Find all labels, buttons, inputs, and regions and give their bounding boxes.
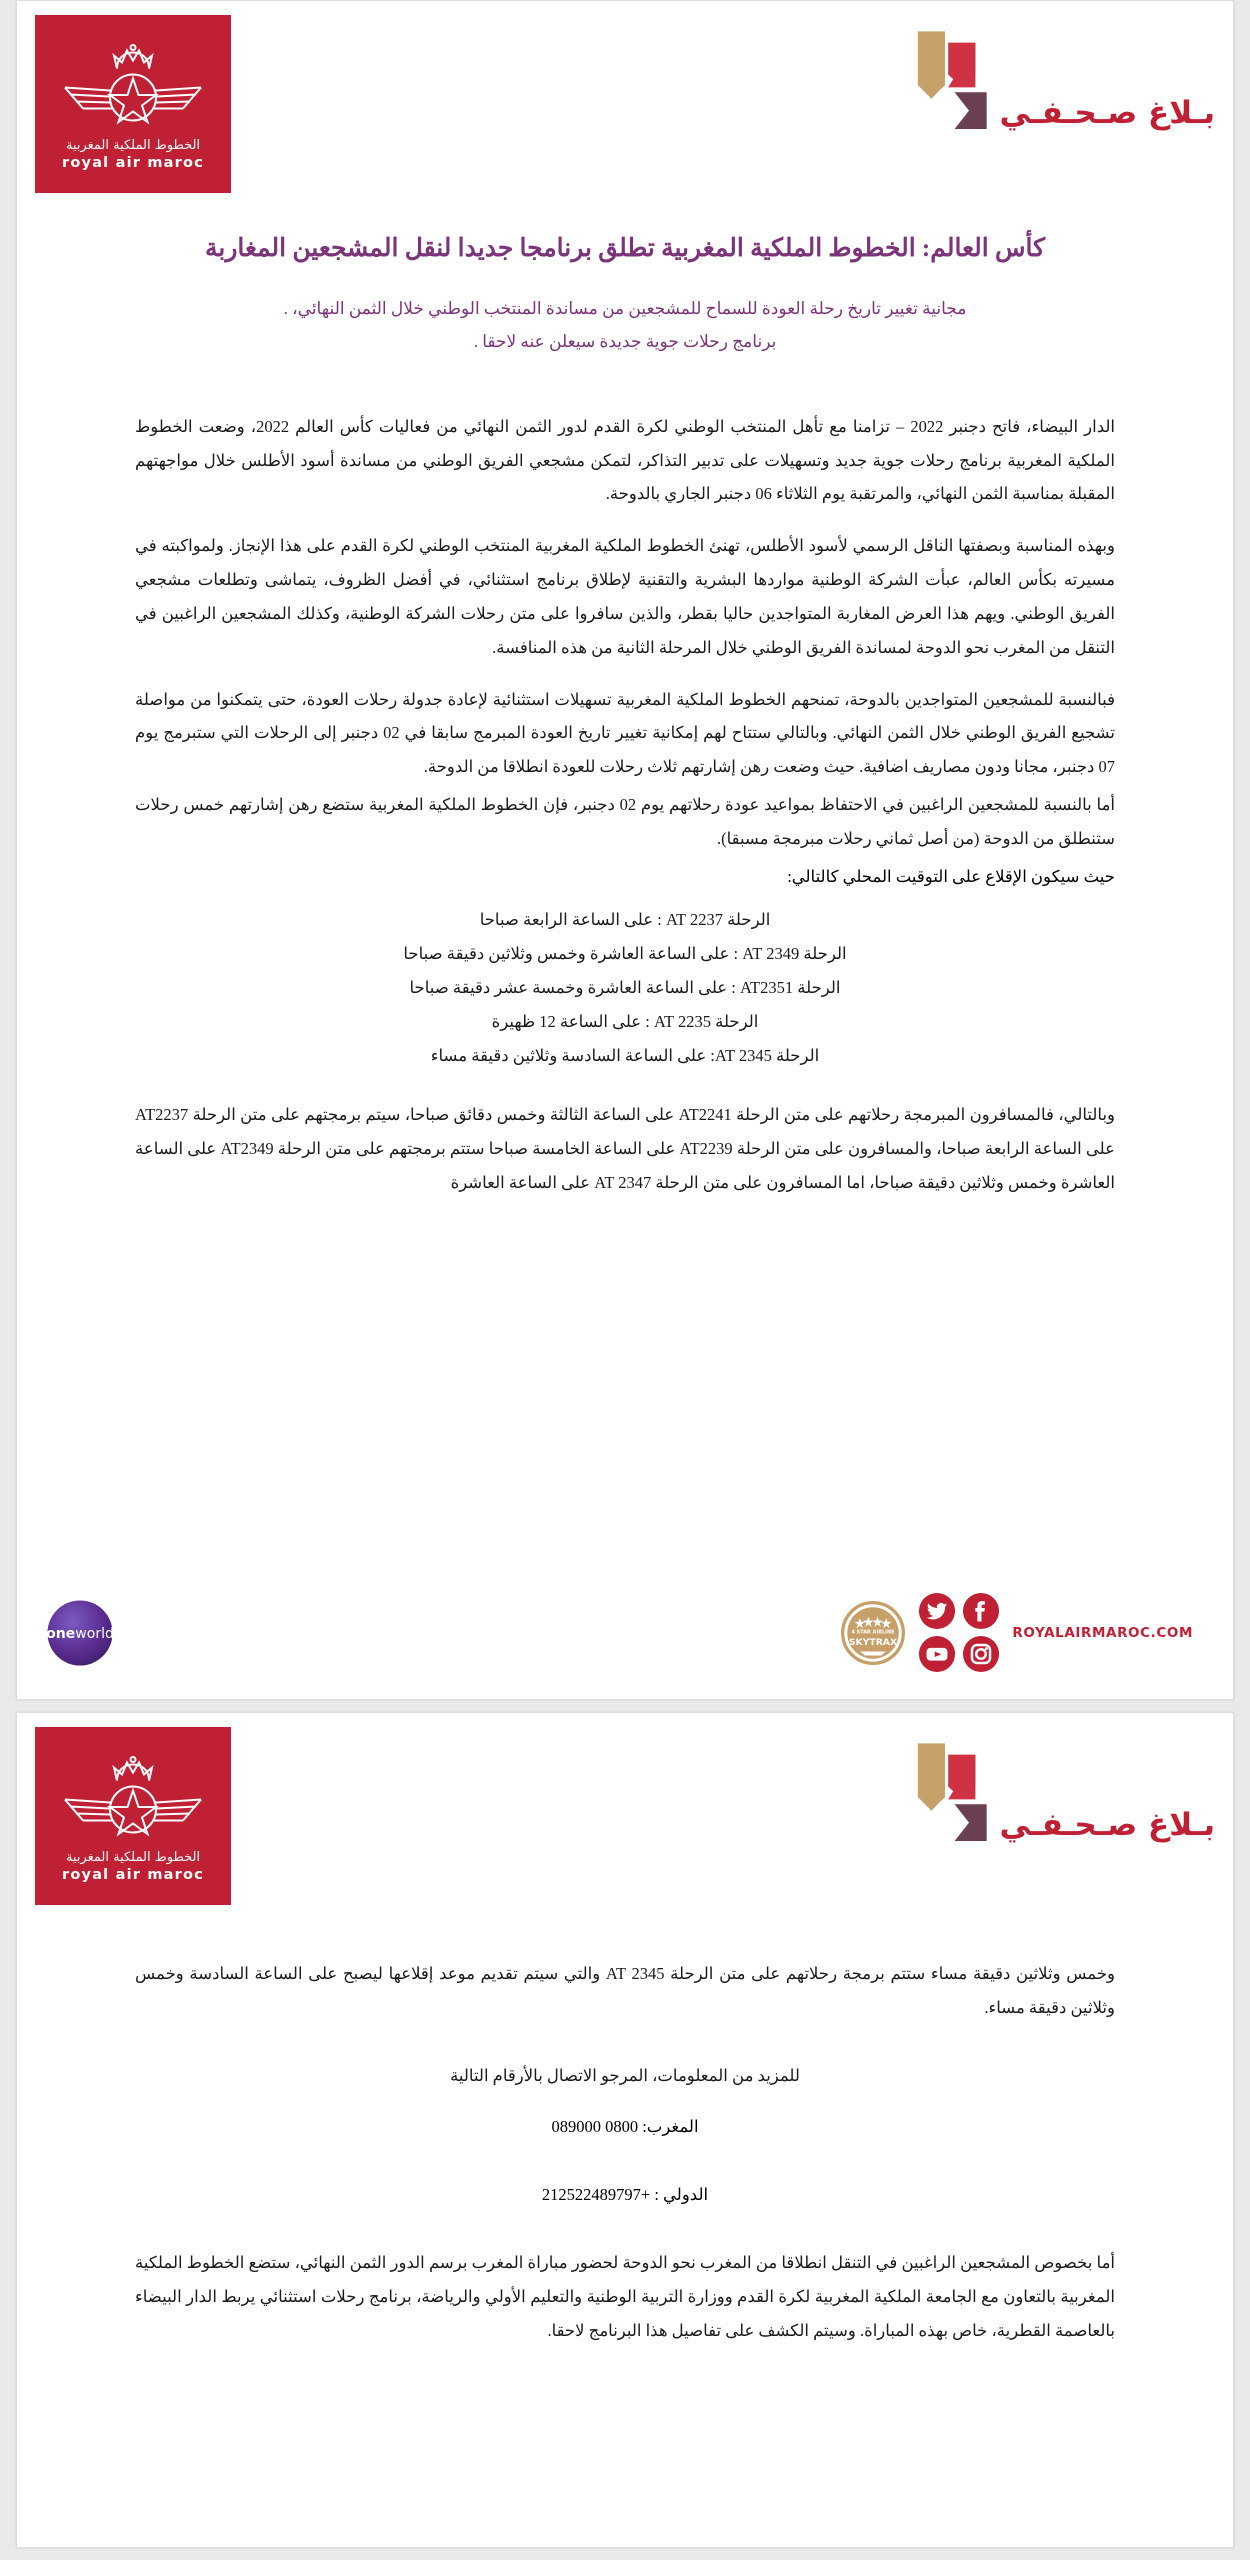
youtube-icon[interactable]: [918, 1635, 956, 1673]
page-1-header: [17, 1, 1233, 193]
contact-morocco: [135, 2110, 1115, 2144]
ram-winged-star-icon: [58, 1750, 208, 1846]
social-icons: [918, 1592, 1000, 1673]
flight-row: الرحلة AT 2345: على الساعة السادسة وثلاثين دقيقة مساء: [430, 1045, 820, 1065]
press-release-mark: [883, 25, 1215, 133]
press-release-label: بـلاغ صـحـفـي: [999, 95, 1215, 131]
page-1-content: [17, 231, 1233, 1200]
document-page-1: [16, 0, 1234, 1700]
flight-row: الرحلة AT 2237 : على الساعة الرابعة صباحا: [479, 910, 771, 930]
paragraph-intro: الدار البيضاء، فاتح دجنبر 2022 – تزامنا مع تأهل المنتخب الوطني لكرة القدم لدور الثمن النهائي من فعاليات كأس العالم 2022، وضعت الخطوط الملكية المغربية برنامج رحلات جوية جديد وتسهيلات على تدبير التذاكر، لتمكن مشجعي الفريق الوطني من مساندة أسود الأطلس خلال مواجهتهم المقبلة بمناسبة الثمن النهائي، والمرتقبة يوم الثلاثاء 06 دجنبر الجاري بالدوحة.: [135, 416, 1115, 504]
svg-text:4 STAR AIRLINE: 4 STAR AIRLINE: [851, 1629, 895, 1636]
page-separator: [0, 1700, 1250, 1712]
paragraph-doha-rebooking: فبالنسبة للمشجعين المتواجدين بالدوحة، تمنحهم الخطوط الملكية المغربية تسهيلات استثنائية لإعادة جدولة رحلات العودة، حتى يتمكنوا من مواصلة تشجيع الفريق الوطني خلال الثمن النهائي. وبالتالي ستتاح لهم إمكانية تغيير تاريخ العودة المبرمج سابقا في 02 دجنبر إلى الرحلات التي ستبرمج يوم 07 دجنبر، مجانا ودون مصاريف اضافية. حيث وضعت رهن إشارتهم ثلاث رحلات للعودة انطلاقا من الدوحة.: [135, 689, 1115, 777]
instagram-icon[interactable]: [962, 1635, 1000, 1673]
chevron-logo-icon: [897, 25, 993, 133]
subheadline-line-1: مجانية تغيير تاريخ رحلة العودة للسماح للمشجعين من مساندة المنتخب الوطني خلال الثمن النهائي، .: [283, 299, 967, 319]
ram-logo-arabic-name: الخطوط الملكية المغربية: [65, 137, 201, 153]
paragraph-rebooking-mapping: وبالتالي، فالمسافرون المبرمجة رحلاتهم على متن الرحلة AT2241 على الساعة الثالثة وخمس دقائق صباحا، سيتم برمجتهم على متن الرحلة AT2237 على الساعة الرابعة صباحا، والمسافرون على متن الرحلة AT2239 على الساعة الخامسة صباحا ستتم برمجتهم على متن الرحلة AT2349 على الساعة العاشرة وخمس وثلاثين دقيقة صباحا، اما المسافرون على متن الرحلة AT 2347 على الساعة العاشرة: [135, 1105, 1115, 1193]
royal-air-maroc-logo: [35, 1727, 231, 1905]
flights-lead-in: حيث سيكون الإقلاع على التوقيت المحلي كالتالي:: [787, 866, 1115, 886]
document-page-2: [16, 1712, 1234, 2548]
ram-logo-arabic-name: الخطوط الملكية المغربية: [65, 1849, 201, 1865]
website-url[interactable]: ROYALAIRMAROC.COM: [1012, 1624, 1193, 1641]
subheadline: [135, 293, 1115, 358]
flight-row: الرحلة AT 2349 : على الساعة العاشرة وخمس وثلاثين دقيقة صباحا: [403, 944, 847, 964]
page-1-footer: [17, 1592, 1233, 1673]
flight-row: الرحلة AT2351 : على الساعة العاشرة وخمسة عشر دقيقة صباحا: [409, 978, 841, 998]
press-release-label: بـلاغ صـحـفـي: [999, 1807, 1215, 1843]
contact-morocco-number[interactable]: 0800 089000: [551, 2117, 639, 2137]
flight-row: الرحلة AT 2235 : على الساعة 12 ظهيرة: [491, 1011, 759, 1031]
ram-logo-latin-name: royal air maroc: [62, 1866, 204, 1883]
contact-international-label: الدولي :: [654, 2185, 709, 2205]
footer-social-block: [840, 1592, 1199, 1673]
paragraph-contact-lead: للمزيد من المعلومات، المرجو الاتصال بالأرقام التالية: [450, 2065, 800, 2085]
royal-air-maroc-logo: [35, 15, 231, 193]
paragraph-keep-date: أما بالنسبة للمشجعين الراغبين في الاحتفاظ بمواعيد عودة رحلاتهم يوم 02 دجنبر، فإن الخطوط الملكية المغربية ستضع رهن إشارتهم خمس رحلات ستنطلق من الدوحة (من أصل ثماني رحلات مبرمجة مسبقا).: [135, 794, 1115, 848]
page-2-content: [17, 1957, 1233, 2348]
contact-international: [135, 2178, 1115, 2212]
oneworld-alliance-logo: [43, 1596, 117, 1670]
svg-text:oneworld: oneworld: [46, 1625, 114, 1642]
chevron-logo-icon: [897, 1737, 993, 1845]
page-2-header: [17, 1713, 1233, 1905]
subheadline-line-2: برنامج رحلات جوية جديدة سيعلن عنه لاحقا .: [473, 331, 777, 351]
flight-schedule-list: [135, 903, 1115, 1072]
twitter-icon[interactable]: [918, 1592, 956, 1630]
facebook-icon[interactable]: [962, 1592, 1000, 1630]
svg-text:SKYTRAX: SKYTRAX: [849, 1636, 898, 1648]
skytrax-4-star-airline-badge-icon: [840, 1600, 906, 1666]
page-title: كأس العالم: الخطوط الملكية المغربية تطلق برنامجا جديدا لنقل المشجعين المغاربة: [204, 235, 1046, 262]
contact-morocco-label: المغرب:: [642, 2117, 699, 2137]
press-release-mark: [883, 1737, 1215, 1845]
ram-logo-latin-name: royal air maroc: [62, 154, 204, 171]
paragraph-morocco-departures: أما بخصوص المشجعين الراغبين في التنقل انطلاقا من المغرب نحو الدوحة لحضور مباراة المغرب برسم الدور الثمن النهائي، ستضع الخطوط الملكية المغربية بالتعاون مع الجامعة الملكية المغربية لكرة القدم ووزارة التربية الوطنية والتعليم الأولي والرياضة، برنامج رحلات استثنائي يربط الدار البيضاء بالعاصمة القطرية، خاص بهذه المباراة. وسيتم الكشف على تفاصيل هذا البرنامج لاحقا.: [135, 2253, 1115, 2340]
paragraph-continuation: وخمس وثلاثين دقيقة مساء ستتم برمجة رحلاتهم على متن الرحلة AT 2345 والتي سيتم تقديم موعد إقلاعها ليصبح على الساعة السادسة وخمس وثلاثين دقيقة مساء.: [135, 1964, 1115, 2017]
paragraph-congrats: وبهذه المناسبة وبصفتها الناقل الرسمي لأسود الأطلس، تهنئ الخطوط الملكية المغربية المنتخب الوطني لكرة القدم على هذا الإنجاز. ولمواكبته في مسيرته بكأس العالم، عبأت الشركة الوطنية مواردها البشرية والتقنية لإطلاق برنامج استثنائي، في أفضل الظروف، يتماشى وتطلعات مشجعي الفريق الوطني. ويهم هذا العرض المغاربة المتواجدين حاليا بقطر، والذين سافروا على متن رحلات الشركة الوطنية، وكذلك المشجعين الراغبين في التنقل من المغرب نحو الدوحة لمساندة الفريق الوطني خلال المرحلة الثانية من هذه المنافسة.: [135, 536, 1115, 657]
contact-international-number[interactable]: +212522489797: [541, 2185, 651, 2205]
ram-winged-star-icon: [58, 38, 208, 134]
